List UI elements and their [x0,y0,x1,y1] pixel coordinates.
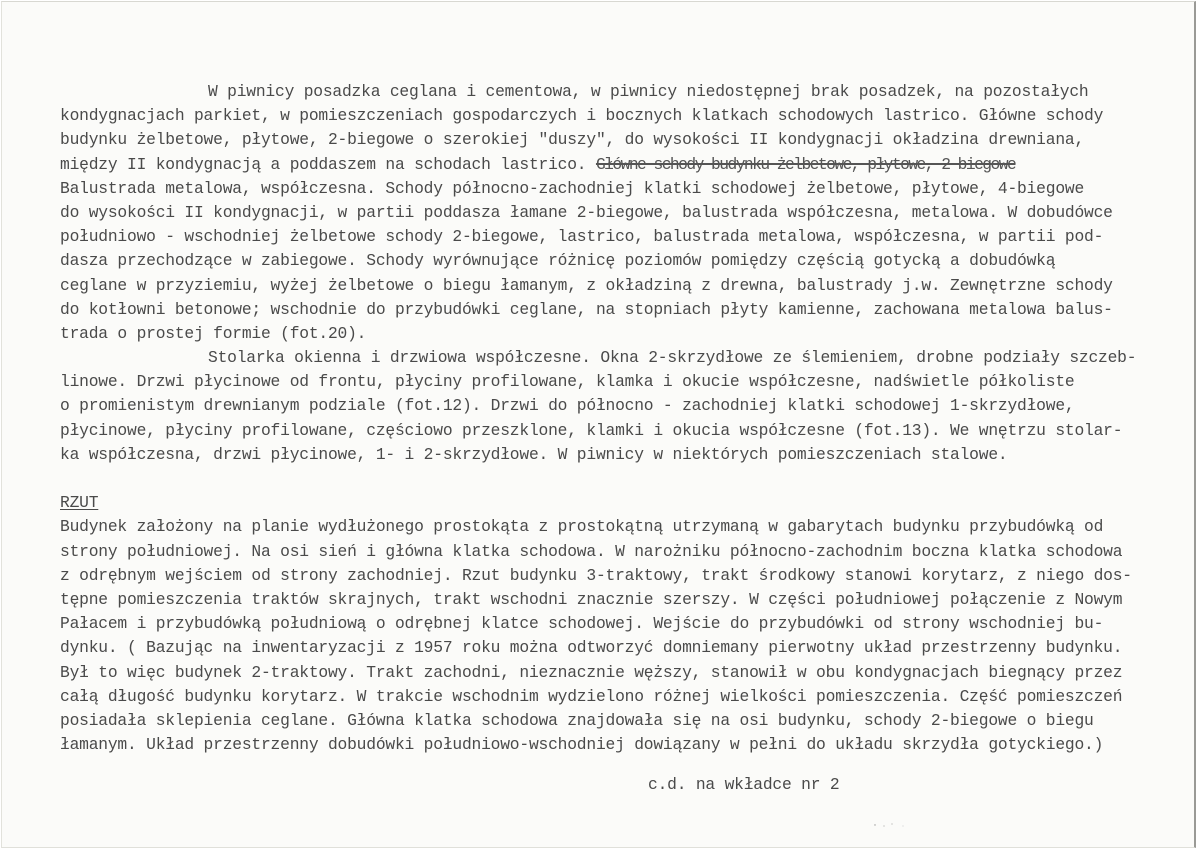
text-line: łamanym. Układ przestrzenny dobudówki południowo-wschodniej dowiązany w pełni do układu skrzydła gotyckiego.) [60,735,1104,755]
text-line: Balustrada metalowa, współczesna. Schody północno-zachodniej klatki schodowej żelbetowe, płytowe, 4-biegowe [60,178,1085,198]
text-line: trada o prostej formie (fot.20). [60,323,367,343]
text-line: Budynek założony na planie wydłużonego prostokąta z prostokątną utrzymaną w gabarytach budynku przybudówką od [60,517,1104,537]
section-heading-line [60,491,1190,515]
struck-out-text: Główne schody budynku żelbetowe, płytowe, 2-biegowe [595,154,1016,174]
text-line: dynku. ( Bazując na inwentaryzacji z 1957 roku można odtworzyć domniemany pierwotny układ przestrzenny budynku. [60,638,1123,658]
text-line: z odrębnym wejściem od strony zachodniej. Rzut budynku 3-traktowy, trakt środkowy stanowi korytarz, z niego dos- [60,565,1132,585]
text-line: ka współczesna, drzwi płycinowe, 1- i 2-skrzydłowe. W piwnicy w niektórych pomieszczeniach stalowe. [60,444,1008,464]
text-line: tępne pomieszczenia traktów skrajnych, trakt wschodni znacznie szerszy. W części południowej połączenie z Nowym [60,589,1123,609]
text-line: kondygnacjach parkiet, w pomieszczeniach gospodarczych i bocznych klatkach schodowych lastrico. Główne schody [60,106,1104,126]
text-line: południowo - wschodniej żelbetowe schody 2-biegowe, lastrico, balustrada metalowa, współczesna, w partii pod- [60,227,1104,247]
section-heading: RZUT [60,493,99,513]
paper-specks [872,820,912,830]
text-line [60,153,1190,177]
document-body [60,80,1190,757]
text-line: posiadała sklepienia ceglane. Główna klatka schodowa znajdowała się na osi budynku, schody 2-biegowe o biegu [60,710,1094,730]
text-line: ceglane w przyziemiu, wyżej żelbetowe o biegu łamanym, z okładziną z drewna, balustrady j.w. Zewnętrzne schody [60,275,1113,295]
text-line: do wysokości II kondygnacji, w partii poddasza łamane 2-biegowe, balustrada współczesna, metalowa. W dobudówce [60,202,1113,222]
document-page [1,1,1196,848]
text-line: całą długość budynku korytarz. W trakcie wschodnim wydzielono różnej wielkości pomieszczenia. Część pomieszczeń [60,686,1123,706]
text-line: dasza przechodzące w zabiegowe. Schody wyrównujące różnicę poziomów pomiędzy częścią gotycką a dobudówką [60,251,1056,271]
text-line: o promienistym drewnianym podziale (fot.12). Drzwi do północno - zachodniej klatki schodowej 1-skrzydłowe, [60,396,1075,416]
blank-line [60,467,1190,491]
continuation-note: c.d. na wkładce nr 2 [648,775,840,794]
text-line: budynku żelbetowe, płytowe, 2-biegowe o szerokiej "duszy", do wysokości II kondygnacji okładzina drewniana, [60,130,1085,150]
text-line: do kotłowni betonowe; wschodnie do przybudówki ceglane, na stopniach płyty kamienne, zachowana metalowa balus- [60,299,1113,319]
text-line: linowe. Drzwi płycinowe od frontu, płyciny profilowane, klamka i okucie współczesne, nadświetle półkoliste [60,372,1075,392]
text-line: strony południowej. Na osi sień i główna klatka schodowa. W narożniku północno-zachodnim boczna klatka schodowa [60,541,1123,561]
text-segment: między II kondygnacją a poddaszem na schodach lastrico. [60,154,596,174]
text-line: Był to więc budynek 2-traktowy. Trakt zachodni, nieznacznie węższy, stanowił w obu kondygnacjach biegnący przez [60,662,1123,682]
text-line: Pałacem i przybudówką południową o odrębnej klatce schodowej. Wejście do przybudówki od strony wschodniej bu- [60,614,1104,634]
text-line: Stolarka okienna i drzwiowa współczesne. Okna 2-skrzydłowe ze ślemieniem, drobne podziały szczeb- [208,348,1137,368]
text-line: W piwnicy posadzka ceglana i cementowa, w piwnicy niedostępnej brak posadzek, na pozostałych [208,82,1089,101]
text-line: płycinowe, płyciny profilowane, częściowo przeszklone, klamki i okucia współczesne (fot.13). We wnętrzu stolar- [60,420,1123,440]
